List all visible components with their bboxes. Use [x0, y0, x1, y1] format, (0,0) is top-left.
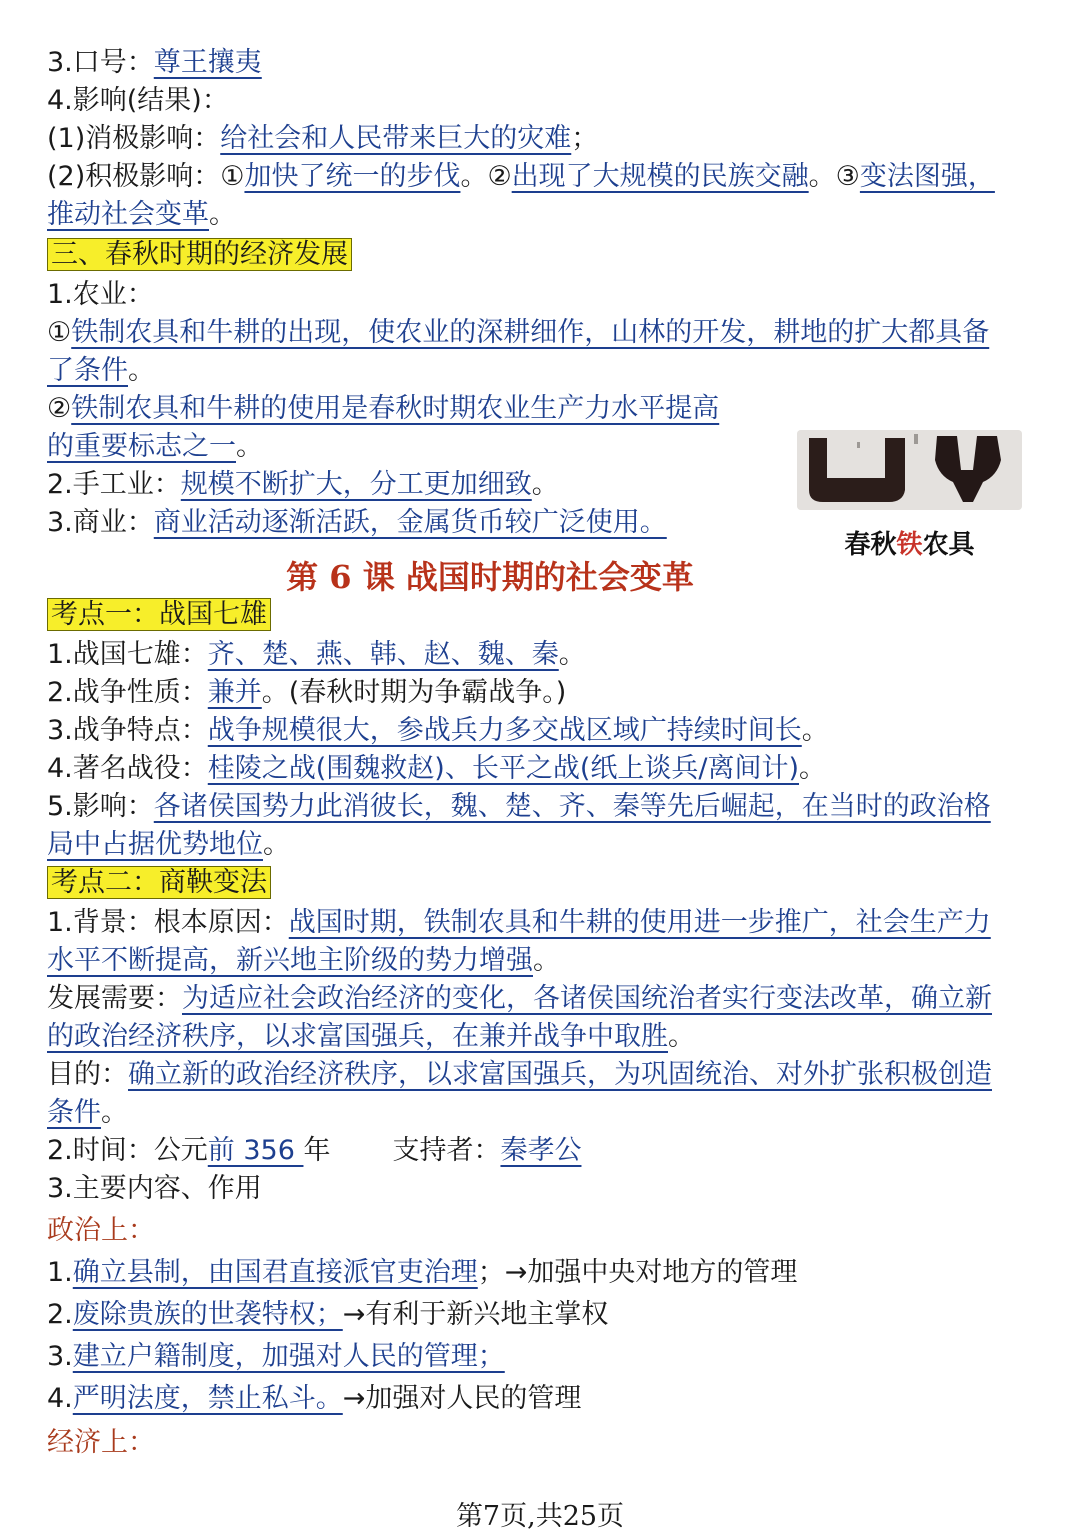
- item-value: 建立户籍制度，加强对人民的管理；: [72, 1341, 505, 1372]
- item-value: 战争规模很大，参战兵力多交战区域广持续时间长: [207, 715, 802, 746]
- separator: 。③: [808, 161, 860, 192]
- need-value: 为适应社会政治经济的变化，各诸侯国统治者实行变法改革，确立新: [182, 983, 992, 1014]
- punctuation: 。: [533, 945, 560, 976]
- kp1-item-5-cont: [47, 826, 290, 864]
- economy-section-title: [47, 236, 352, 274]
- positive-impact-1: 加快了统一的步伐: [244, 161, 461, 192]
- negative-impact-value: 给社会和人民带来巨大的灾难: [220, 123, 572, 154]
- politics-heading: 政治上：: [47, 1215, 155, 1246]
- caption-part: 农具: [922, 530, 975, 560]
- page-number: 第7页,共25页: [455, 1501, 625, 1532]
- item-effect: ；→加强中央对地方的管理: [477, 1257, 798, 1288]
- kp2-title-text: 考点二：商鞅变法: [47, 866, 271, 899]
- item-number: 4.: [47, 1383, 73, 1414]
- item-effect: →有利于新兴地主掌权: [342, 1299, 609, 1330]
- kp1-item-5: [47, 788, 991, 826]
- agriculture-point-1-cont: [47, 352, 155, 390]
- commerce-line: [47, 504, 667, 542]
- agriculture-point-1-text: 铁制农具和牛耕的出现，使农业的深耕细作，山林的开发，耕地的扩大都具备: [71, 317, 990, 348]
- kp1-item-4: [47, 750, 826, 788]
- need-line: [47, 980, 992, 1018]
- item-value: 各诸侯国势力此消彼长，魏、楚、齐、秦等先后崛起，在当时的政治格: [153, 791, 991, 822]
- list-marker: ①: [47, 317, 72, 348]
- need-value-cont: 的政治经济秩序，以求富国强兵，在兼并战争中取胜: [47, 1021, 668, 1052]
- punctuation: 。: [236, 431, 263, 462]
- supporter-value: 秦孝公: [500, 1135, 582, 1166]
- background-value-cont: 水平不断提高，新兴地主阶级的势力增强: [47, 945, 533, 976]
- item-value: 齐、楚、燕、韩、赵、魏、秦: [207, 639, 559, 670]
- item-value: 桂陵之战(围魏救赵)、长平之战(纸上谈兵/离间计): [207, 753, 799, 784]
- slogan-value: 尊王攘夷: [153, 47, 262, 78]
- item-label: 2.战争性质：: [47, 677, 208, 708]
- handicraft-line: [47, 466, 559, 504]
- punctuation: 。: [128, 355, 155, 386]
- item-effect: →加强对人民的管理: [342, 1383, 582, 1414]
- agriculture-point-2-text: 铁制农具和牛耕的使用是春秋时期农业生产力水平提高: [71, 393, 720, 424]
- item-label: 4.著名战役：: [47, 753, 208, 784]
- item-number: 3.: [47, 1341, 73, 1372]
- kp1-title-text: 考点一：战国七雄: [47, 598, 271, 631]
- goal-line-cont: [47, 1094, 128, 1132]
- iron-tools-figure: [797, 430, 1022, 560]
- item-value: 确立县制，由国君直接派官吏治理: [72, 1257, 478, 1288]
- item-note: 。(春秋时期为争霸战争。): [261, 677, 567, 708]
- supporter-label: 支持者：: [392, 1135, 501, 1166]
- punctuation: 。: [668, 1021, 695, 1052]
- punctuation: ；: [571, 123, 599, 154]
- commerce-value: 商业活动逐渐活跃，金属货币较广泛使用。: [153, 507, 667, 538]
- slogan-line: [47, 44, 262, 82]
- punctuation: 。: [531, 469, 559, 500]
- agriculture-point-2-text-cont: 的重要标志之一: [47, 431, 236, 462]
- positive-impact-label: (2)积极影响：①: [47, 161, 245, 192]
- politics-item-4: [47, 1380, 581, 1418]
- goal-line: [47, 1056, 992, 1094]
- punctuation: 。: [101, 1097, 128, 1128]
- item-number: 2.: [47, 1299, 73, 1330]
- list-marker: ②: [47, 393, 72, 424]
- slogan-label: 3.口号：: [47, 47, 154, 78]
- lesson-title: 第 6 课 战国时期的社会变革: [286, 558, 694, 596]
- need-line-cont: [47, 1018, 695, 1056]
- kp1-item-3: [47, 712, 829, 750]
- politics-item-3: [47, 1338, 505, 1376]
- goal-value: 确立新的政治经济秩序，以求富国强兵，为巩固统治、对外扩张积极创造: [128, 1059, 992, 1090]
- caption-part: 春秋: [844, 530, 897, 560]
- positive-impact-line: [47, 158, 995, 196]
- item-value-cont: 局中占据优势地位: [47, 829, 263, 860]
- time-line: [47, 1132, 581, 1170]
- time-unit: 年: [303, 1135, 331, 1166]
- punctuation: 。: [799, 753, 826, 784]
- agriculture-point-2: [47, 390, 719, 428]
- item-label: 1.战国七雄：: [47, 639, 208, 670]
- politics-item-2: [47, 1296, 608, 1334]
- time-label: 2.时间：公元: [47, 1135, 208, 1166]
- content-heading: 3.主要内容、作用: [47, 1173, 262, 1204]
- punctuation: 。: [558, 639, 586, 670]
- politics-item-1: [47, 1254, 797, 1292]
- separator: 。②: [460, 161, 512, 192]
- negative-impact-line: [47, 120, 598, 158]
- time-value: 前 356: [207, 1135, 304, 1166]
- handicraft-value: 规模不断扩大，分工更加细致: [180, 469, 532, 500]
- caption-highlight: 铁: [896, 530, 923, 560]
- background-line-cont: [47, 942, 560, 980]
- need-label: 发展需要：: [47, 983, 182, 1014]
- agriculture-point-1-text-cont: 了条件: [47, 355, 128, 386]
- commerce-label: 3.商业：: [47, 507, 154, 538]
- punctuation: 。: [801, 715, 829, 746]
- goal-label: 目的：: [47, 1059, 128, 1090]
- item-label: 5.影响：: [47, 791, 154, 822]
- positive-impact-2: 出现了大规模的民族交融: [511, 161, 809, 192]
- item-number: 1.: [47, 1257, 73, 1288]
- item-value: 兼并: [207, 677, 262, 708]
- economy-section-title-text: 三、春秋时期的经济发展: [47, 238, 352, 271]
- handicraft-label: 2.手工业：: [47, 469, 181, 500]
- item-value: 废除贵族的世袭特权；: [72, 1299, 343, 1330]
- kp2-title: [47, 864, 271, 902]
- item-value: 严明法度，禁止私斗。: [72, 1383, 343, 1414]
- agriculture-heading: 1.农业：: [47, 279, 154, 310]
- punctuation: 。: [263, 829, 290, 860]
- negative-impact-label: (1)消极影响：: [47, 123, 221, 154]
- agriculture-point-2-cont: [47, 428, 263, 466]
- background-line: [47, 904, 991, 942]
- economy-heading: 经济上：: [47, 1427, 155, 1458]
- positive-impact-3-cont: 推动社会变革: [47, 199, 209, 230]
- kp1-item-2: [47, 674, 566, 712]
- positive-impact-3: 变法图强，: [859, 161, 995, 192]
- kp1-item-1: [47, 636, 586, 674]
- item-label: 3.战争特点：: [47, 715, 208, 746]
- iron-tools-photo: [797, 430, 1022, 510]
- punctuation: 。: [209, 199, 236, 230]
- background-label: 1.背景：根本原因：: [47, 907, 289, 938]
- agriculture-point-1: [47, 314, 989, 352]
- iron-tools-image: [797, 430, 1022, 510]
- kp1-title: [47, 596, 271, 634]
- goal-value-cont: 条件: [47, 1097, 101, 1128]
- background-value: 战国时期，铁制农具和牛耕的使用进一步推广，社会生产力: [288, 907, 991, 938]
- impact-heading: 4.影响(结果)：: [47, 85, 229, 116]
- positive-impact-line-cont: [47, 196, 236, 234]
